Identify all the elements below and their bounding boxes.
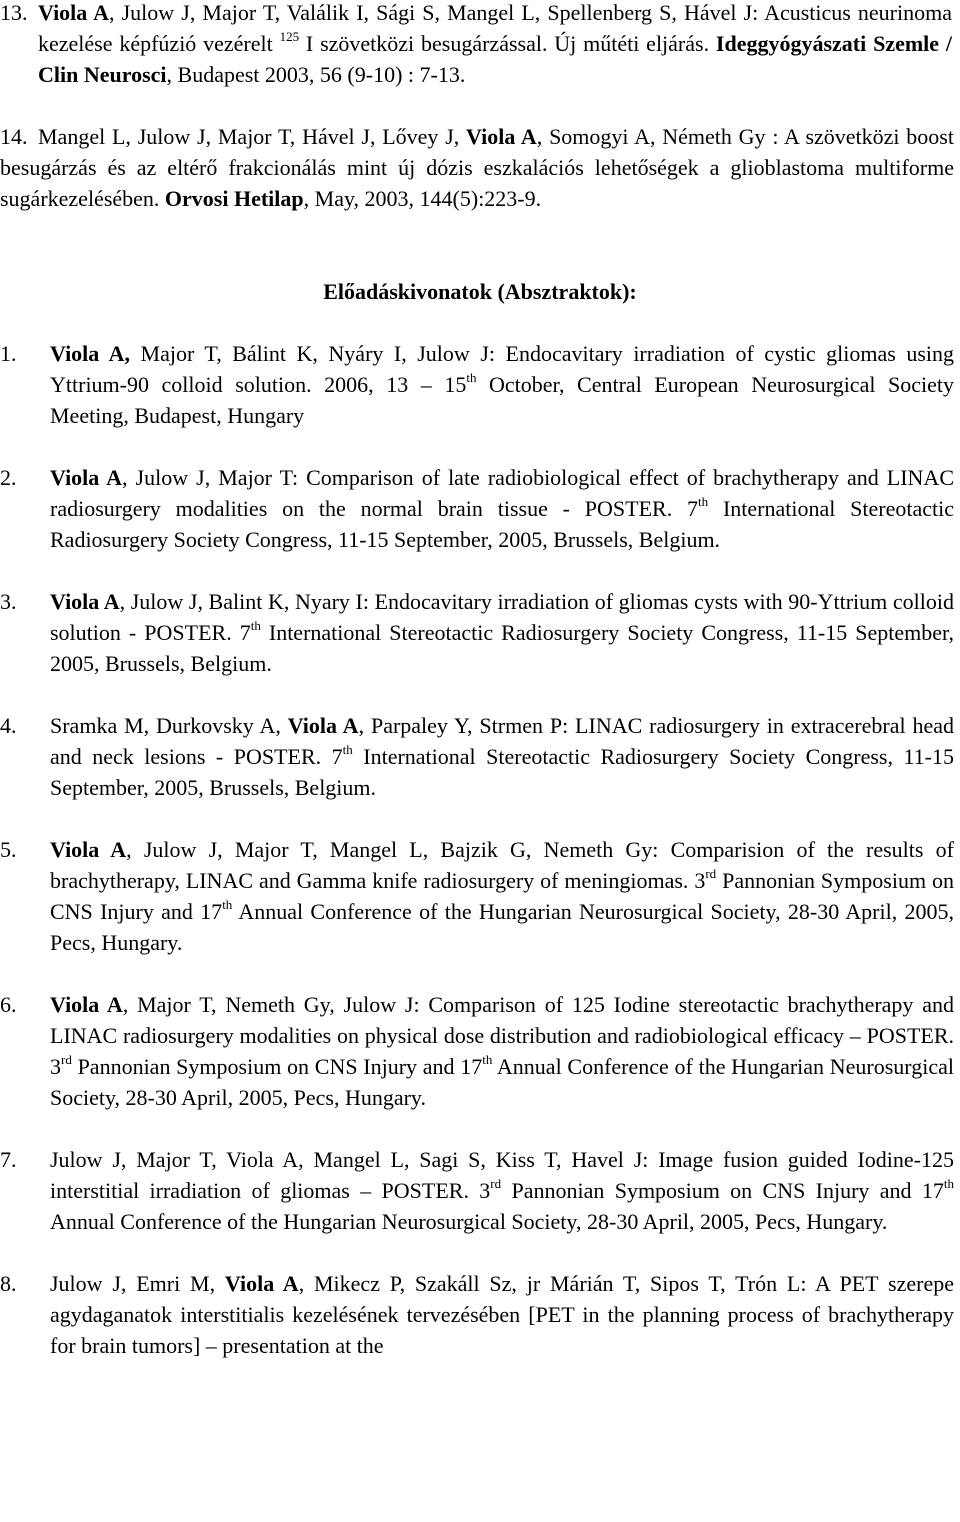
bold-author-text: Viola A [50, 992, 123, 1017]
ref-number: 3. [0, 589, 17, 614]
ref-text-run: Julow J, Emri M, [50, 1271, 225, 1296]
superscript-text: th [482, 1051, 493, 1067]
bold-author-text: Viola A [224, 1271, 299, 1296]
superscript-text: rd [61, 1051, 72, 1067]
abstract-5 [0, 834, 960, 958]
bold-author-text: Viola A [50, 465, 123, 490]
ref-text-run: , Julow J, Major T, Valálik I, Sági S, Mangel L, Spellenberg S, Hável J: Acusticus neurinoma kezelése képfúzió vezérelt [38, 0, 952, 56]
ref-text-run: , Budapest 2003, 56 (9-10) : 7-13. [166, 62, 466, 87]
ref-text [50, 462, 954, 555]
abstract-1 [0, 338, 960, 431]
journal-ref-13 [0, 0, 960, 90]
ref-text-run: I szövetközi besugárzással. Új műtéti eljárás. [299, 31, 716, 56]
superscript-text: th [943, 1175, 955, 1191]
abstract-2 [0, 462, 960, 555]
ref-text-run: , Mikecz P, Szakáll Sz, jr Márián T, Sipos T, Trón L: A PET szerepe agydaganatok interstitialis kezelésének tervezésében [PET in the planning process of brachytherapy for brain tumors] – presentation at the [50, 1271, 954, 1358]
ref-text-run: , Julow J, Major T, Mangel L, Bajzik G, Nemeth Gy: Comparision of the results of brachytherapy, LINAC and Gamma knife radiosurgery of meningiomas. 3 [50, 837, 954, 893]
ref-text [50, 338, 954, 431]
bold-author-text: Viola A [38, 0, 110, 25]
ref-number: 2. [0, 465, 17, 490]
bold-author-text: Viola A [50, 589, 120, 614]
ref-number: 7. [0, 1147, 17, 1172]
ref-text-run: International Stereotactic Radiosurgery Society Congress, 11-15 September, 2005, Brussels, Belgium. [50, 620, 954, 676]
ref-number: 13. [0, 0, 28, 25]
ref-text-run: Pannonian Symposium on CNS Injury and 17 [501, 1178, 944, 1203]
superscript-text: rd [490, 1175, 502, 1191]
ref-text-run: Annual Conference of the Hungarian Neurosurgical Society, 28-30 April, 2005, Pecs, Hungary. [50, 1209, 888, 1234]
ref-text [50, 834, 954, 958]
ref-text-run: International Stereotactic Radiosurgery Society Congress, 11-15 September, 2005, Brussels, Belgium. [50, 744, 954, 800]
ref-text-run: , Major T, Nemeth Gy, Julow J: Comparison of 125 Iodine stereotactic brachytherapy and LINAC radiosurgery modalities on physical dose distribution and radiobiological efficacy – POSTER. 3 [50, 992, 954, 1079]
ref-text-run: , May, 2003, 144(5):223-9. [303, 186, 542, 211]
ref-text-run: October, Central European Neurosurgical Society Meeting, Budapest, Hungary [50, 372, 954, 428]
ref-number: 4. [0, 713, 17, 738]
superscript-text: 125 [279, 28, 300, 44]
ref-text-run: , Julow J, Balint K, Nyary I: Endocavitary irradiation of gliomas cysts with 90-Yttrium colloid solution - POSTER. 7 [50, 589, 954, 645]
bold-author-text: Viola A [287, 713, 359, 738]
ref-text [50, 1144, 954, 1237]
abstract-7 [0, 1144, 960, 1237]
abstract-3 [0, 586, 960, 679]
bold-author-text: Ideggyógyászati Szemle / Clin Neurosci [38, 31, 952, 87]
ref-text-run: , Somogyi A, Németh Gy : A szövetközi boost besugárzás és az eltérő frakcionálás mint új dózis eszkalációs lehetőségek a glioblastoma multiforme sugárkezelésében. [0, 124, 954, 211]
ref-text-run: International Stereotactic Radiosurgery Society Congress, 11-15 September, 2005, Brussels, Belgium. [50, 496, 954, 552]
ref-number: 1. [0, 341, 17, 366]
ref-text [0, 121, 954, 214]
bold-author-text: Viola A [50, 837, 127, 862]
ref-text-run: Julow J, Major T, Viola A, Mangel L, Sagi S, Kiss T, Havel J: Image fusion guided Iodine-125 interstitial irradiation of gliomas – POSTER. 3 [50, 1147, 954, 1203]
ref-text-run: Pannonian Symposium on CNS Injury and 17 [71, 1054, 483, 1079]
ref-number: 14. [0, 124, 28, 149]
ref-number: 5. [0, 837, 17, 862]
ref-text-run: Mangel L, Julow J, Major T, Hável J, Lővey J, [38, 124, 467, 149]
ref-text [50, 989, 954, 1113]
ref-text [50, 586, 954, 679]
abstract-4 [0, 710, 960, 803]
bold-author-text: Orvosi Hetilap [164, 186, 304, 211]
abstract-8 [0, 1268, 960, 1361]
superscript-text: th [466, 369, 477, 385]
ref-text-run: Annual Conference of the Hungarian Neurosurgical Society, 28-30 April, 2005, Pecs, Hungary. [50, 1054, 954, 1110]
ref-text [38, 0, 952, 90]
ref-text-run: Sramka M, Durkovsky A, [50, 713, 288, 738]
ref-text-run: , Julow J, Major T: Comparison of late radiobiological effect of brachytherapy and LINAC radiosurgery modalities on the normal brain tissue - POSTER. 7 [50, 465, 954, 521]
superscript-text: th [698, 493, 709, 509]
ref-number: 8. [0, 1271, 17, 1296]
ref-text-run: Annual Conference of the Hungarian Neurosurgical Society, 28-30 April, 2005, Pecs, Hungary. [50, 899, 955, 955]
ref-text [50, 710, 954, 803]
ref-text-run: Major T, Bálint K, Nyáry I, Julow J: Endocavitary irradiation of cystic gliomas using Yttrium-90 colloid solution. 2006, 13 – 15 [50, 341, 954, 397]
ref-text-run: Pannonian Symposium on CNS Injury and 17 [50, 868, 954, 924]
superscript-text: rd [705, 865, 717, 881]
superscript-text: th [222, 896, 233, 912]
ref-text [50, 1268, 954, 1361]
journal-ref-14 [0, 121, 960, 214]
ref-number: 6. [0, 992, 17, 1017]
ref-text-run: , Parpaley Y, Strmen P: LINAC radiosurgery in extracerebral head and neck lesions - POSTER. 7 [50, 713, 954, 769]
bold-author-text: Viola A [466, 124, 537, 149]
abstract-6 [0, 989, 960, 1113]
bold-author-text: Viola A, [50, 341, 130, 366]
superscript-text: th [250, 617, 261, 633]
superscript-text: th [342, 741, 353, 757]
section-heading: Előadáskivonatok (Absztraktok): [323, 279, 637, 304]
